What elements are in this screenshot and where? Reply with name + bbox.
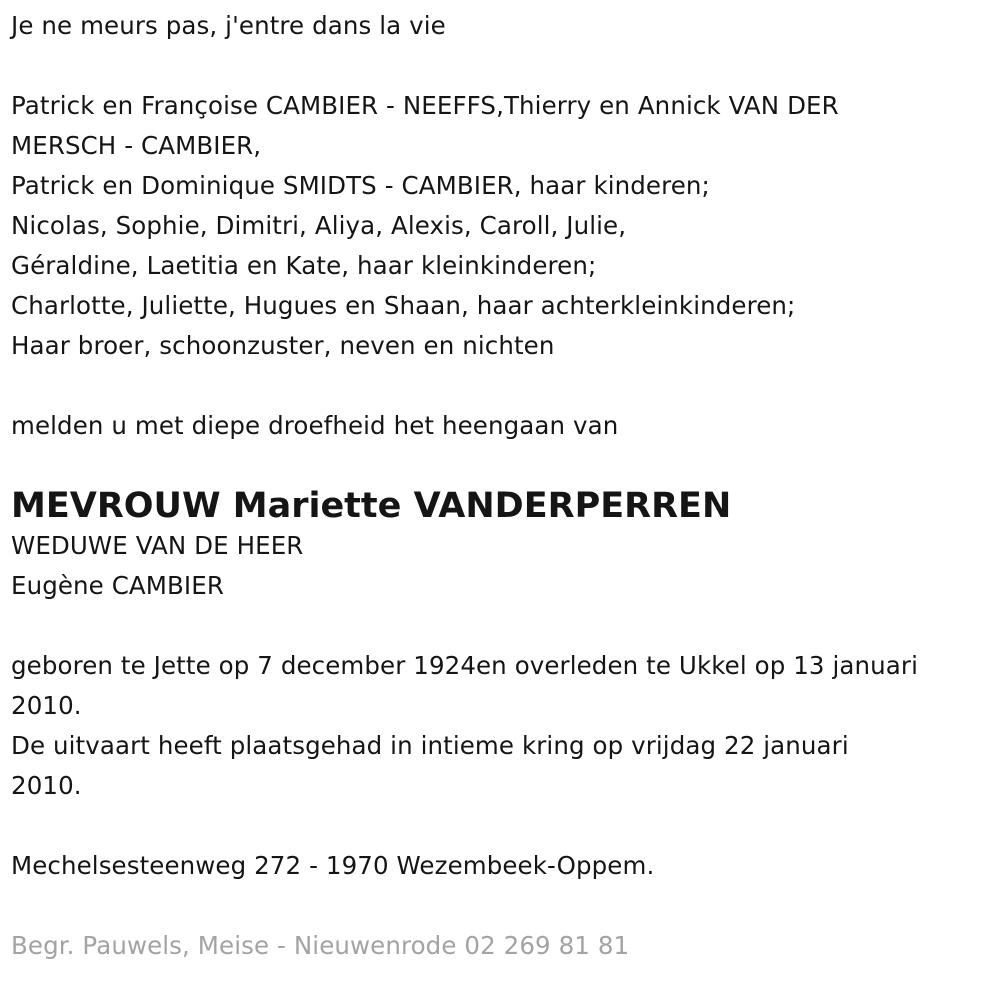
obituary-notice — [11, 0, 991, 966]
spacer — [11, 886, 991, 926]
spouse-name: Eugène CAMBIER — [11, 571, 224, 600]
deceased-block — [11, 481, 991, 606]
family-line: Nicolas, Sophie, Dimitri, Aliya, Alexis, Caroll, Julie, — [11, 211, 627, 240]
announcement-text: melden u met diepe droefheid het heengaan van — [11, 411, 619, 440]
family-list — [11, 86, 991, 366]
spacer — [11, 46, 991, 86]
family-line: MERSCH - CAMBIER, — [11, 131, 262, 160]
spacer — [11, 446, 991, 486]
address: Mechelsesteenweg 272 - 1970 Wezembeek-Oppem. — [11, 851, 655, 880]
family-line: Géraldine, Laetitia en Kate, haar kleinkinderen; — [11, 251, 597, 280]
spacer — [11, 366, 991, 406]
funeral-home: Begr. Pauwels, Meise - Nieuwenrode 02 269 81 81 — [11, 931, 630, 960]
spacer — [11, 806, 991, 846]
family-line: Haar broer, schoonzuster, neven en nichten — [11, 331, 555, 360]
deceased-name: MEVROUW Mariette VANDERPERREN — [11, 486, 732, 526]
birth-death-details: geboren te Jette op 7 december 1924en overleden te Ukkel op 13 januari — [11, 651, 918, 680]
family-line: Patrick en Françoise CAMBIER - NEEFFS,Thierry en Annick VAN DER — [11, 91, 839, 120]
family-line: Charlotte, Juliette, Hugues en Shaan, haar achterkleinkinderen; — [11, 291, 796, 320]
funeral-details: De uitvaart heeft plaatsgehad in intieme kring op vrijdag 22 januari — [11, 731, 849, 760]
spacer — [11, 606, 991, 646]
family-line: Patrick en Dominique SMIDTS - CAMBIER, haar kinderen; — [11, 171, 710, 200]
widow-status: WEDUWE VAN DE HEER — [11, 531, 304, 560]
funeral-details: 2010. — [11, 771, 82, 800]
details-block — [11, 646, 991, 806]
birth-death-details: 2010. — [11, 691, 82, 720]
motto: Je ne meurs pas, j'entre dans la vie — [11, 11, 446, 40]
